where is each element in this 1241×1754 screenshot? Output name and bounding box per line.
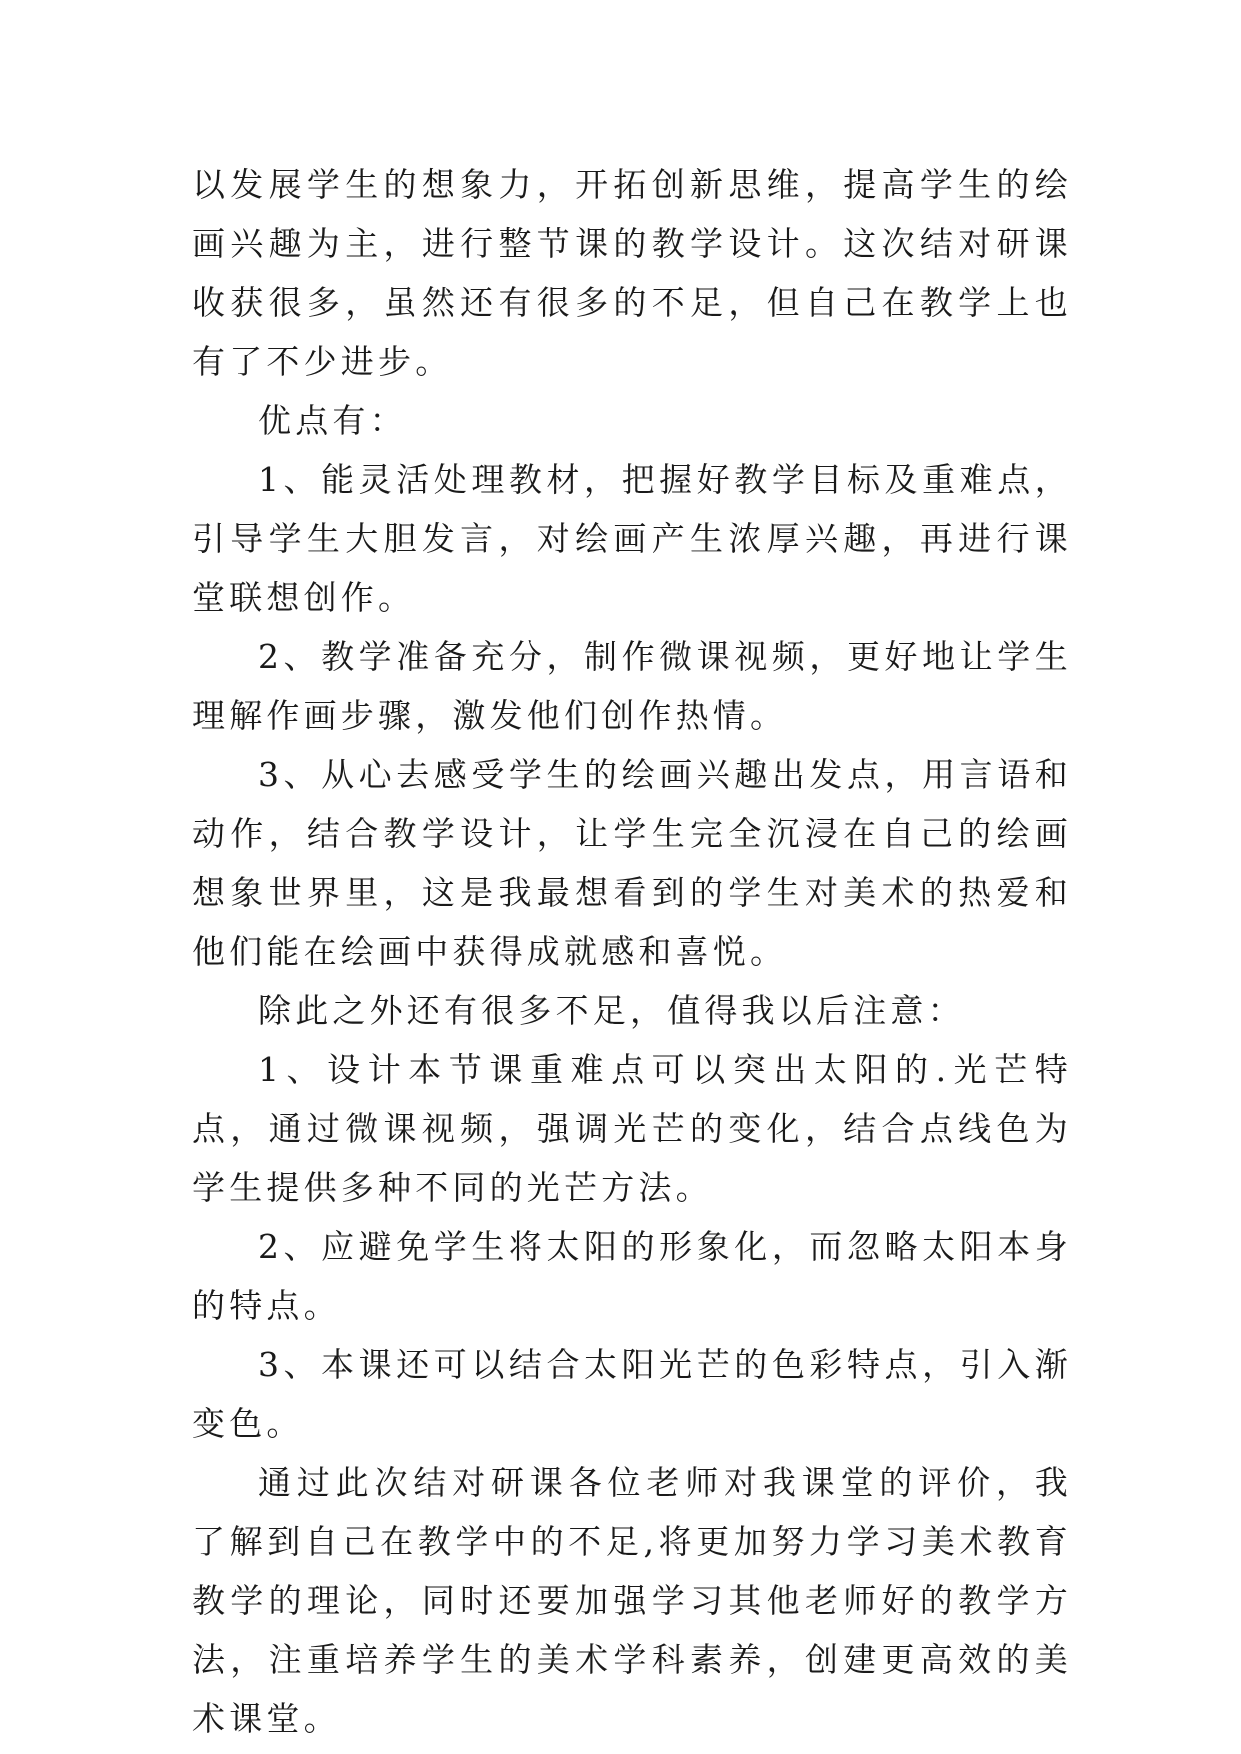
paragraph-weakness-3: 3、本课还可以结合太阳光芒的色彩特点，引入渐变色。 bbox=[192, 1345, 1072, 1443]
paragraph-weakness-1: 1、设计本节课重难点可以突出太阳的.光芒特点，通过微课视频，强调光芒的变化，结合点线色为学生提供多种不同的光芒方法。 bbox=[192, 1050, 1072, 1207]
paragraph-strength-1: 1、能灵活处理教材，把握好教学目标及重难点，引导学生大胆发言，对绘画产生浓厚兴趣，再进行课堂联想创作。 bbox=[192, 460, 1072, 617]
paragraph-strength-3: 3、从心去感受学生的绘画兴趣出发点，用言语和动作，结合教学设计，让学生完全沉浸在自己的绘画想象世界里，这是我最想看到的学生对美术的热爱和他们能在绘画中获得成就感和喜悦。 bbox=[192, 755, 1072, 971]
paragraph-conclusion: 通过此次结对研课各位老师对我课堂的评价，我了解到自己在教学中的不足,将更加努力学习美术教育教学的理论，同时还要加强学习其他老师好的教学方法，注重培养学生的美术学科素养，创建更高效的美术课堂。 bbox=[192, 1463, 1072, 1738]
paragraph-weakness-2: 2、应避免学生将太阳的形象化，而忽略太阳本身的特点。 bbox=[192, 1227, 1072, 1325]
paragraph-intro: 以发展学生的想象力，开拓创新思维，提高学生的绘画兴趣为主，进行整节课的教学设计。这次结对研课收获很多，虽然还有很多的不足，但自己在教学上也有了不少进步。 bbox=[192, 165, 1072, 381]
paragraph-strength-2: 2、教学准备充分，制作微课视频，更好地让学生理解作画步骤，激发他们创作热情。 bbox=[192, 637, 1072, 735]
paragraph-weaknesses-heading: 除此之外还有很多不足，值得我以后注意： bbox=[258, 991, 965, 1030]
paragraph-strengths-heading: 优点有： bbox=[258, 401, 407, 440]
document-body bbox=[192, 155, 1072, 1748]
